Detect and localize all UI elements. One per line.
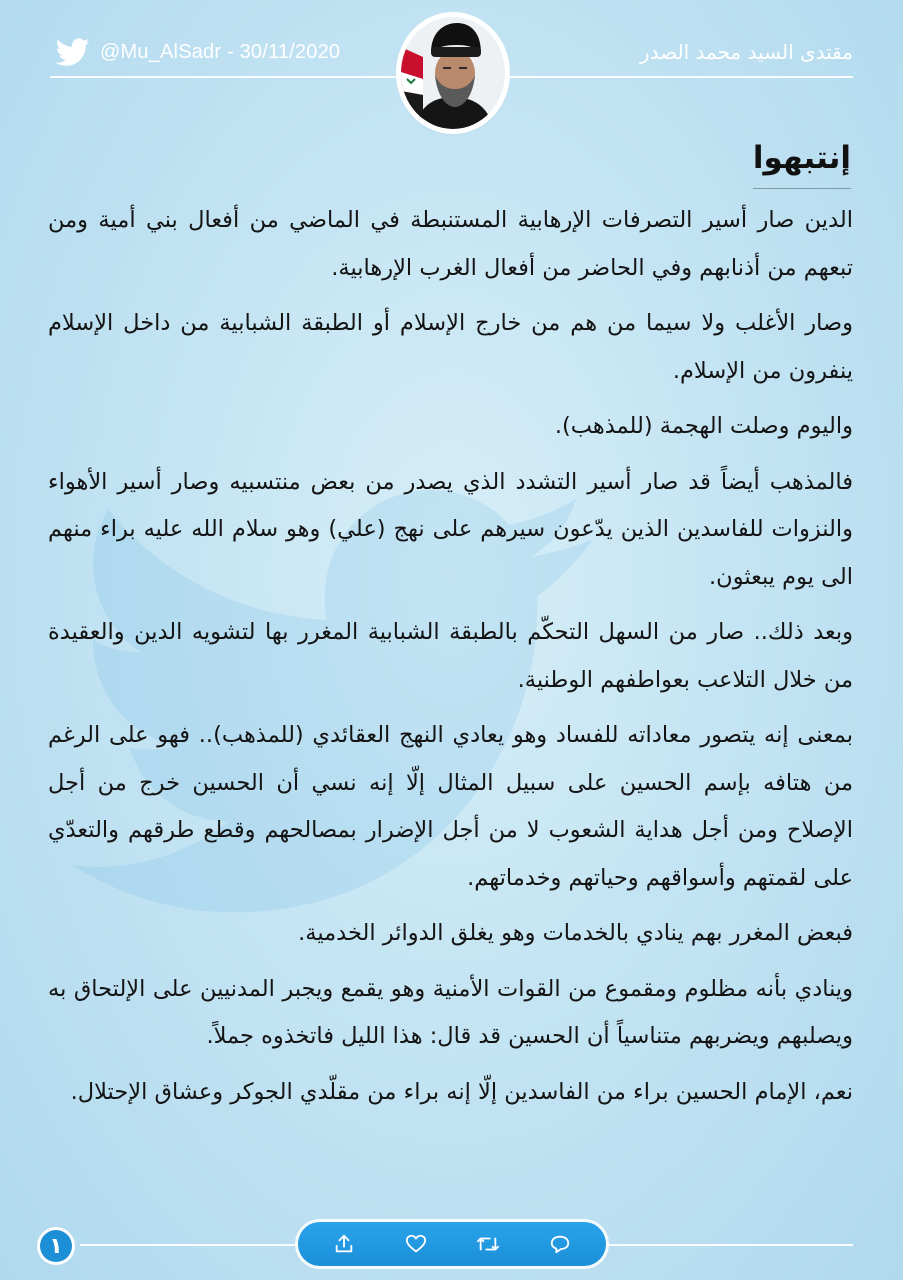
reply-icon (549, 1233, 571, 1255)
post-title: إنتبهوا (752, 140, 851, 176)
author-handle-group (56, 38, 340, 66)
author-name[interactable]: مقتدى السيد محمد الصدر (640, 40, 853, 64)
paragraph: الدين صار أسير التصرفات الإرهابية المستنبطة في الماضي من أفعال بني أمية ومن تبعهم من أذنابهم وفي الحاضر من أفعال الغرب الإرهابية. (48, 207, 853, 281)
paragraph: وينادي بأنه مظلوم ومقموع من القوات الأمنية وهو يقمع ويجبر المدنيين على الإلتحاق به ويصلبهم ويضربهم متناسياً أن الحسين قد قال: هذا الليل فاتخذوه جملاً. (48, 975, 853, 1049)
reply-button[interactable] (542, 1226, 578, 1262)
share-icon (333, 1233, 355, 1255)
like-button[interactable] (398, 1226, 434, 1262)
twitter-bird-icon (56, 38, 90, 66)
heart-icon (405, 1233, 427, 1255)
paragraph: واليوم وصلت الهجمة (للمذهب). (554, 413, 853, 439)
title-underline (753, 188, 851, 189)
paragraph: فالمذهب أيضاً قد صار أسير التشدد الذي يصدر من بعض منتسبيه وصار أسير الأهواء والنزوات للفاسدين الذين يدّعون سيرهم على نهج (علي) وهو سلام الله عليه براء منهم الى يوم يبعثون. (48, 468, 853, 590)
paragraph: فبعض المغرر بهم ينادي بالخدمات وهو يغلق الدوائر الخدمية. (298, 920, 853, 946)
retweet-button[interactable] (470, 1226, 506, 1262)
avatar-portrait (401, 17, 505, 129)
share-button[interactable] (326, 1226, 362, 1262)
paragraph: بمعنى إنه يتصور معاداته للفساد وهو يعادي النهج العقائدي (للمذهب).. فهو على الرغم من هتافه بإسم الحسين على سبيل المثال إلّا إنه نسي أن الحسين خرج من أجل الإصلاح ومن أجل هداية الشعوب لا من أجل الإضرار بمصالحهم وقطع طرقهم والتعدّي على لقمتهم وأسواقهم وحياتهم وخدماتهم. (48, 722, 853, 891)
paragraph: وبعد ذلك.. صار من السهل التحكّم بالطبقة الشبابية المغرر بها لتشويه الدين والعقيدة من خلال التلاعب بعواطفهم الوطنية. (48, 619, 853, 693)
paragraph: نعم، الإمام الحسين براء من الفاسدين إلّا إنه براء من مقلّدي الجوكر وعشاق الإحتلال. (70, 1078, 853, 1105)
retweet-icon (475, 1233, 501, 1255)
tweet-action-bar (298, 1222, 606, 1266)
handle-and-date[interactable]: @Mu_AlSadr - 30/11/2020 (100, 40, 341, 63)
paragraph: وصار الأغلب ولا سيما من هم من خارج الإسلام أو الطبقة الشبابية من داخل الإسلام ينفرون من الإسلام. (48, 310, 853, 384)
post-body (48, 197, 853, 1124)
page-number-badge: ١ (40, 1230, 72, 1262)
avatar[interactable] (401, 17, 505, 129)
